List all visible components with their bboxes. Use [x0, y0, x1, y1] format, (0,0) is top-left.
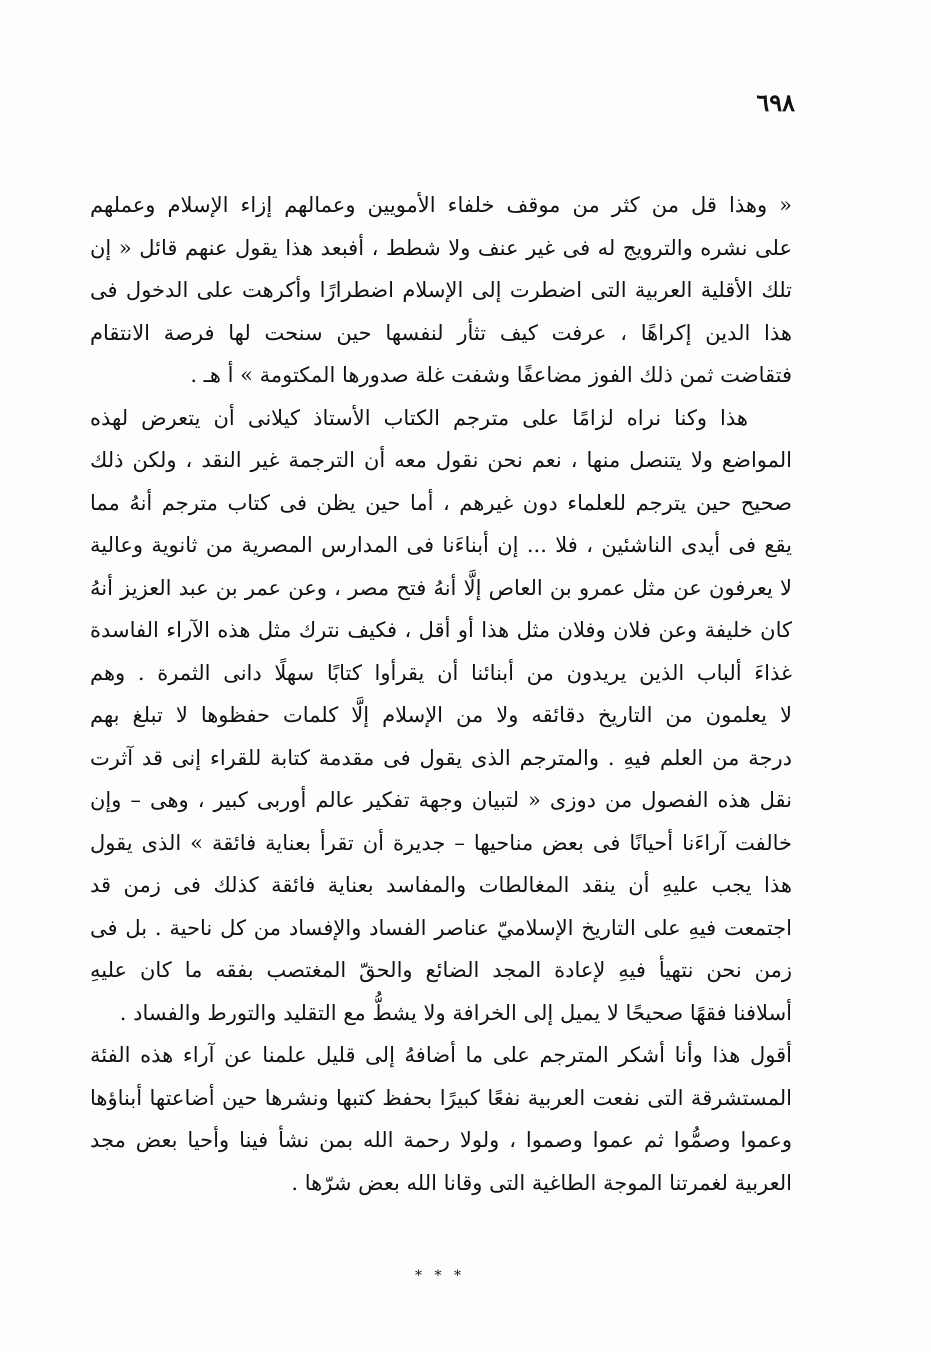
text-line: فتقاضت ثمن ذلك الفوز مضاعفًا وشفت غلة صدورها المكتومة » أ هـ . [190, 363, 792, 387]
text-line: خالفت آراءَنا أحيانًا فى بعض مناحيها – جديرة أن تقرأ بعناية فائقة » الذى يقول [90, 830, 792, 855]
text-line: نقل هذه الفصول من دوزى « لتبيان وجهة تفكير عالم أوربى كبير ، وهى – وإن [90, 788, 792, 812]
text-line: يقع فى أيدى الناشئين ، فلا ... إن أبناءَنا فى المدارس المصرية من ثانوية وعالية [90, 533, 792, 557]
text-line: هذا وكنا نراه لزامًا على مترجم الكتاب الأستاذ كيلانى أن يتعرض لهذه [90, 405, 748, 430]
text-line: كان خليفة وعن فلان وفلان مثل هذا أو أقل ، فكيف نترك مثل هذه الآراء الفاسدة [90, 618, 792, 642]
text-line: المستشرقة التى نفعت العربية نفعًا كبيرًا بحفظ كتبها ونشرها حين أضاعتها أبناؤها [90, 1085, 792, 1110]
text-line: على نشره والترويج له فى غير عنف ولا شطط ، أفبعد هذا يقول عنهم قائل « إن [90, 235, 792, 260]
text-line: هذا يجب عليهِ أن ينقد المغالطات والمفاسد بعناية فائقة كذلك فى زمن قد [90, 873, 792, 897]
text-line: العربية لغمرتنا الموجة الطاغية التى وقانا الله بعض شرّها . [291, 1170, 792, 1195]
text-line: أسلافنا فقهًا صحيحًا لا يميل إلى الخرافة ولا يشطُّ مع التقليد والتورط والفساد . [119, 1000, 792, 1025]
section-ornament: * * * [415, 1268, 465, 1284]
body-text [90, 184, 792, 1204]
text-line: اجتمعت فيهِ على التاريخ الإسلاميّ عناصر الفساد والإفساد من كل ناحية . بل فى [90, 915, 792, 940]
text-line: زمن نحن نتهيأ فيهِ لإعادة المجد الضائع والحقّ المغتصب بفقه ما كان عليهِ [90, 958, 792, 982]
text-line: أقول هذا وأنا أشكر المترجم على ما أضافهُ إلى قليل علمنا عن آراء هذه الفئة [90, 1043, 792, 1067]
text-line: وعموا وصمُّوا ثم عموا وصموا ، ولولا رحمة الله بمن نشأ فينا وأحيا بعض مجد [90, 1128, 792, 1152]
text-line: هذا الدين إكراهًا ، عرفت كيف تثأر لنفسها حين سنحت لها فرصة الانتقام [90, 320, 792, 345]
text-line: تلك الأقلية العربية التى اضطرت إلى الإسلام اضطرارًا وأكرهت على الدخول فى [90, 278, 792, 302]
text-line: لا يعلمون من التاريخ دقائقه ولا من الإسلام إلَّا كلمات حفظوها لا تبلغ بهم [90, 703, 792, 727]
text-line: غذاءَ ألباب الذين يريدون من أبنائنا أن يقرأوا كتابًا سهلًا دانى الثمرة . وهم [90, 660, 792, 685]
text-line: « وهذا قل من كثر من موقف خلفاء الأمويين وعمالهم إزاء الإسلام وعملهم [90, 193, 792, 217]
text-line: لا يعرفون عن مثل عمرو بن العاص إلَّا أنهُ فتح مصر ، وعن عمر بن عبد العزيز أنهُ [90, 575, 792, 600]
text-line: درجة من العلم فيهِ . والمترجم الذى يقول فى مقدمة كتابة للقراء إنى قد آثرت [90, 745, 792, 770]
page-number: ٦٩٨ [756, 88, 795, 117]
text-line: صحيح حين يترجم للعلماء دون غيرهم ، أما حين يظن فى كتاب مترجم أنهُ مما [90, 490, 792, 515]
text-line: المواضع ولا يتنصل منها ، نعم نحن نقول معه أن الترجمة غير النقد ، ولكن ذلك [90, 448, 792, 472]
